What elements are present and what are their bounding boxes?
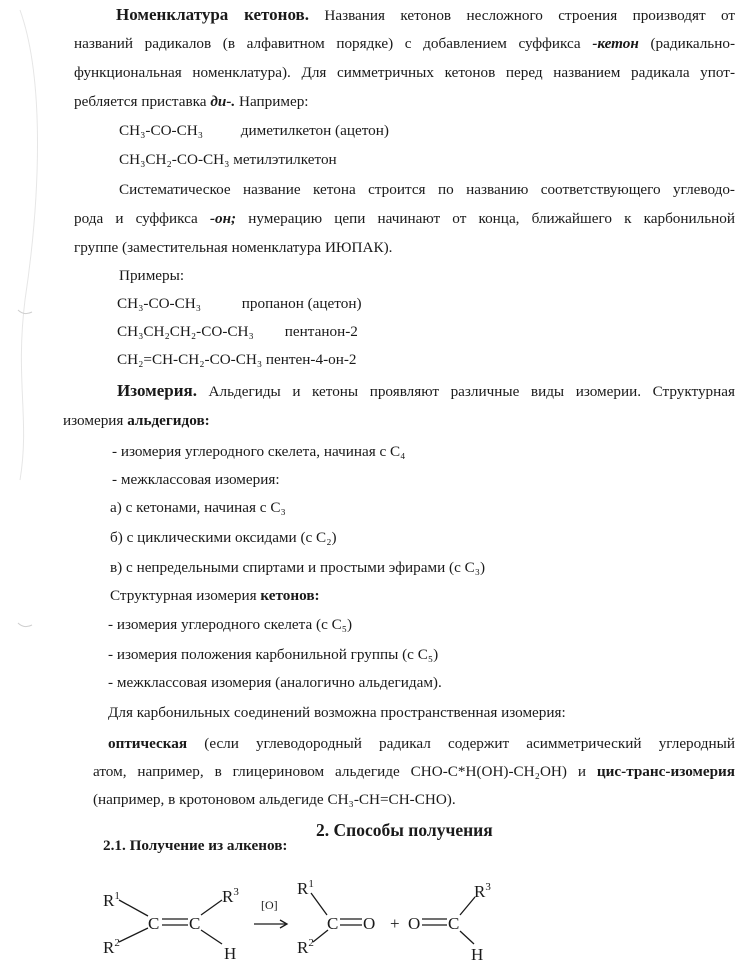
list-item: в) с непредельными спиртами и простыми эфирами (с C₃) [110,559,486,576]
text-span: Альдегиды и кетоны проявляют различные виды изомерии. Структурная [208,383,736,400]
oxygen-label: O [363,914,376,933]
list-item: - межклассовая изомерия: [112,471,280,488]
example-name: пентен-4-он-2 [265,351,357,368]
list-item: - изомерия положения карбонильной группы (с C₅) [108,646,439,663]
optical-line-3: (например, в кротоновом альдегиде CH₃-CH=CH-CHO). [93,791,456,808]
bond [201,930,222,944]
text-span: нумерацию цепи начинают от конца, ближайшего к карбонильной [248,210,736,227]
r2-label: $R^2$ [103,937,120,957]
r2-label: $R^2$ [297,937,314,957]
example-name: метилэтилкетон [233,151,337,168]
suffix-on: -он; [209,210,237,227]
bond [119,928,148,942]
optical-label: оптическая [108,735,188,752]
text-span: ребляется приставка [74,93,207,110]
example-formula: CH₃-CO-CH₃ [117,295,201,312]
prefix-di: ди-. [210,93,236,110]
bond [313,930,328,942]
section-subtitle: 2.1. Получение из алкенов: [103,837,288,854]
carbon-label: C [189,914,201,933]
carbon-label: C [327,914,339,933]
example-formula: CH₃CH₂-CO-CH₃ [119,151,230,168]
text-span: атом, например, в глицериновом альдегиде CHO-C*H(OH)-CH₂OH) и [93,763,586,780]
oxygen-label: O [408,914,421,933]
list-item: - изомерия углеродного скелета (с C₅) [108,616,353,633]
bond [311,893,327,915]
ketones-label: кетонов: [260,587,320,604]
text-span: названий радикалов (в алфавитном порядке) с добавлением суффикса [74,35,581,52]
example-formula: CH₂=CH-CH₂-CO-CH₃ [117,351,263,368]
hydrogen-label: H [471,945,484,964]
text-span: (радикально- [650,35,736,52]
text-span: Структурная изомерия [110,587,257,604]
example-name: диметилкетон (ацетон) [240,122,389,139]
r1-label: $R^1$ [103,890,120,910]
examples-label: Примеры: [119,267,185,284]
text-span: изомерия [63,412,124,429]
reagent-label: [O] [261,898,278,912]
nomenclature-line-3: функциональная номенклатура). Для симметричных кетонов перед названием радикала упот- [74,64,735,81]
example-formula: CH₃CH₂CH₂-CO-CH₃ [117,323,254,340]
bond [460,897,475,915]
systematic-line-3: группе (заместительная номенклатура ИЮПАК). [74,239,393,256]
nomenclature-text: Названия кетонов несложного строения производят от [324,7,736,24]
carbon-label: C [148,914,160,933]
r1-label: $R^1$ [297,878,314,898]
bond [119,900,148,916]
systematic-line-1: Систематическое название кетона строится по названию соответствующего углеводо- [119,181,735,198]
suffix-keton: -кетон [592,35,639,52]
nomenclature-heading: Номенклатура кетонов. [116,5,309,24]
example-name: пентанон-2 [284,323,358,340]
hydrogen-label: H [224,944,237,963]
cis-trans-label: цис-транс-изомерия [596,763,736,780]
section-title: 2. Способы получения [316,820,493,840]
spatial-isomerism: Для карбонильных соединений возможна пространственная изомерия: [108,704,566,721]
isomerism-heading: Изомерия. [117,381,197,400]
carbon-label: C [448,914,460,933]
example-name: пропанон (ацетон) [241,295,362,312]
text-span: рода и суффикса [74,210,198,227]
r3-label: $R^3$ [222,886,239,906]
example-formula: CH₃-CO-CH₃ [119,122,203,139]
list-item: б) с циклическими оксидами (с C₂) [110,529,337,546]
list-item: - межклассовая изомерия (аналогично альдегидам). [108,674,442,691]
plus-sign: + [390,914,400,933]
bond [201,900,222,915]
r3-label: $R^3$ [474,881,491,901]
bond [460,931,474,944]
list-item: а) с кетонами, начиная с C₃ [110,499,286,516]
list-item: - изомерия углеродного скелета, начиная с C₄ [112,443,406,460]
text-span: (если углеводородный радикал содержит асимметрический углеродный [204,735,735,752]
text-span: Например: [239,93,309,110]
aldehydes-label: альдегидов: [127,412,210,429]
